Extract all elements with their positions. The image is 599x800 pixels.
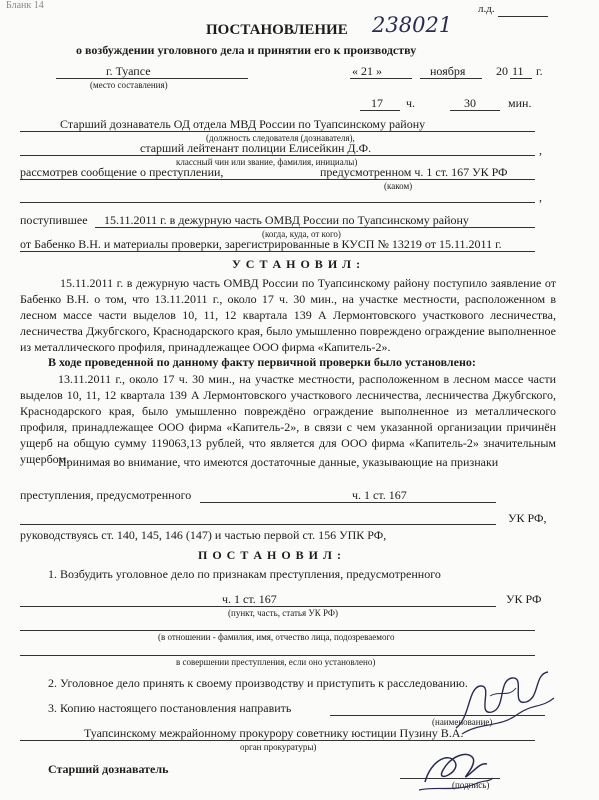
report-value: предусмотренном ч. 1 ст. 167 УК РФ — [320, 165, 508, 179]
resolved-item-1-code: УК РФ — [506, 592, 542, 606]
time-minute: 30 — [464, 96, 476, 110]
place-caption: (место составления) — [90, 80, 168, 90]
established-subheading: В ходе проведенной по данному факту первичной проверки было установлено: — [48, 355, 476, 369]
document-subtitle: о возбуждении уголовного дела и принятии его к производству — [76, 43, 417, 57]
resolved-item-1-caption: (пункт, часть, статья УК РФ) — [228, 608, 339, 618]
crime-value: ч. 1 ст. 167 — [352, 488, 407, 502]
received-value: 15.11.2011 г. в дежурную часть ОМВД России по Туапсинскому району — [104, 213, 469, 227]
resolved-item-3: 3. Копию настоящего постановления направить — [48, 701, 292, 715]
receipt-handwriting-mark — [450, 668, 560, 740]
commission-line — [20, 655, 535, 656]
date-year-suffix: 11 — [512, 64, 524, 78]
document-number: 238021 — [372, 13, 453, 37]
from-line: от Бабенко В.Н. и материалы проверки, зарегистрированные в КУСП № 13219 от 15.11.2011 г. — [20, 237, 502, 251]
officer-rank-name: старший лейтенант полиции Елисейкин Д.Ф. — [140, 141, 372, 155]
crime-label: преступления, предусмотренного — [20, 488, 192, 502]
resolved-item-2: 2. Уголовное дело принять к своему производству и приступить к расследованию. — [48, 676, 468, 690]
document-page: Бланк 14 л.д. ПОСТАНОВЛЕНИЕ 238021 о возбуждении уголовного дела и принятии его к производству г. Туапсе (место составления) « 21 » ноября 20 11 г. 17 ч. 30 мин. Старший дознаватель ОД отдела МВД России по Туапсинскому району (должность следователя (дознавателя), старший лейтенант полиции Елисейкин Д.Ф. , классный чин или звание, фамилия, инициалы) рассмотрев сообщение о преступлении, предусмотренном ч. 1 ст. 167 УК РФ (каком) , поступившее 15.11.2011 г. в дежурную часть ОМВД России по Туапсинскому району (когда, куда, от кого) от Бабенко В.Н. и материалы проверки, зарегистрированные в КУСП № 13219 от 15.11.2011 г. У С Т А Н О В И Л : 15.11.2011 г. в дежурную часть ОМВД России по Туапсинскому району поступило заявление от Бабенко В.Н. о том, что 13.11.2011 г., около 17 ч. 30 мин., на участке местности, расположенном в лесном массе части выделов 10, 11, 12 квартала 139 А Лермонтовского участкового лесничества, лесничества Джубгского, Краснодарского края, было умышленно повреждено ограждение выполненное из металлического профиля, принадлежащее ООО фирма «Капитель-2». В ходе проведенной по данному факту первичной проверки было установлено: 13.11.2011 г., около 17 ч. 30 мин., на участке местности, расположенном в лесном массе части выделов 10, 11, 12 квартала 139 А Лермонтовского участкового лесничества, лесничества Джубгского, Краснодарского края, было умышленно повреждёно ограждение выполненное из металлического профиля, принадлежащее ООО фирма «Капитель-2», в связи с чем указанной организации причинён ущерб на общую сумму 119063,13 рублей, что является для ООО фирма «Капитель-2» значительным ущербом. Принимая во внимание, что имеются достаточные данные, указывающие на признаки преступления, предусмотренного ч. 1 ст. 167 УК РФ, руководствуясь ст. 140, 145, 146 (147) и частью первой ст. 156 УПК РФ, П О С Т А Н О В И Л : 1. Возбудить уголовное дело по признакам преступления, предусмотренного ч. 1 ст. 167 УК РФ (пункт, часть, статья УК РФ) (в отношении - фамилия, имя, отчество лица, подозреваемого в совершении преступления, если оно установлено) 2. Уголовное дело принять к своему производству и приступить к расследованию. 3. Копию настоящего постановления направить (наименование) Туапсинскому межрайонному прокурору советнику юстиции Пузину В.А. орган прокуратуры) Старший дознаватель (подпись) — [0, 0, 599, 800]
sheet-label: л.д. — [478, 3, 495, 15]
crime-code: УК РФ, — [508, 511, 547, 525]
time-hour-unit: ч. — [406, 96, 416, 110]
date-day: « 21 » — [352, 64, 382, 78]
prosecutor: Туапсинскому межрайонному прокурору советнику юстиции Пузину В.А. — [84, 726, 464, 740]
established-paragraph-3: Принимая во внимание, что имеются достаточные данные, указывающие на признаки — [58, 455, 499, 469]
officer-position-caption: (должность следователя (дознавателя), — [206, 133, 355, 143]
received-label: поступившее — [20, 213, 88, 227]
resolved-item-1: 1. Возбудить уголовное дело по признакам преступления, предусмотренного — [48, 567, 441, 581]
date-year-prefix: 20 — [496, 64, 508, 78]
signature-caption: (подпись) — [452, 780, 490, 790]
report-caption: (каком) — [384, 181, 413, 191]
crime-blank-line — [20, 524, 496, 525]
time-minute-unit: мин. — [508, 96, 532, 110]
city-line — [56, 78, 248, 79]
name-caption: (наименование) — [432, 717, 493, 727]
received-caption: (когда, куда, от кого) — [262, 229, 341, 239]
established-paragraph-1: 15.11.2011 г. в дежурную часть ОМВД России по Туапсинскому району поступило заявление от Бабенко В.Н. о том, что 13.11.2011 г., около 17 ч. 30 мин., на участке местности, расположенном в лесном массе части выделов 10, 11, 12 квартала 139 А Лермонтовского участкового лесничества, лесничества Джубгского, Краснодарского края, было умышленно повреждено ограждение выполненное из металлического профиля, принадлежащее ООО фирма «Капитель-2». — [20, 276, 556, 354]
commission-caption: в совершении преступления, если оно установлено) — [176, 657, 376, 667]
established-paragraph-2: 13.11.2011 г., около 17 ч. 30 мин., на участке местности, расположенном в лесном массе части выделов 10, 11, 12 квартала 139 А Лермонтовского участкового лесничества, лесничества Джубгского, Краснодарского края, было умышленно повреждёно ограждение выполненное из металлического профиля, принадлежащее ООО фирма «Капитель-2», в связи с чем указанной организации причинён ущерб на общую сумму 119063,13 рублей, что является для ООО фирма «Капитель-2» значительным ущербом. — [20, 372, 556, 466]
officer-rank-caption: классный чин или звание, фамилия, инициалы) — [176, 157, 358, 167]
signature-mark — [415, 740, 495, 800]
established-heading: У С Т А Н О В И Л : — [232, 257, 362, 271]
officer-position: Старший дознаватель ОД отдела МВД России по Туапсинскому району — [60, 117, 426, 131]
sheet-line — [498, 16, 548, 17]
resolved-item-1-value: ч. 1 ст. 167 — [222, 592, 277, 606]
report-label: рассмотрев сообщение о преступлении, — [20, 165, 224, 179]
relation-caption: (в отношении - фамилия, имя, отчество лица, подозреваемого — [158, 632, 395, 642]
signature-label: Старший дознаватель — [48, 762, 169, 776]
date-year-unit: г. — [536, 64, 543, 78]
report-blank-line — [20, 202, 535, 203]
time-hour: 17 — [371, 96, 383, 110]
resolved-heading: П О С Т А Н О В И Л : — [198, 548, 342, 562]
date-month: ноября — [430, 64, 466, 78]
relation-line — [20, 630, 535, 631]
document-title: ПОСТАНОВЛЕНИЕ — [206, 22, 348, 38]
city: г. Туапсе — [106, 64, 151, 78]
form-stamp: Бланк 14 — [6, 0, 44, 11]
guided-line: руководствуясь ст. 140, 145, 146 (147) и частью первой ст. 156 УПК РФ, — [20, 528, 387, 542]
prosecutor-caption: орган прокуратуры) — [240, 742, 317, 752]
